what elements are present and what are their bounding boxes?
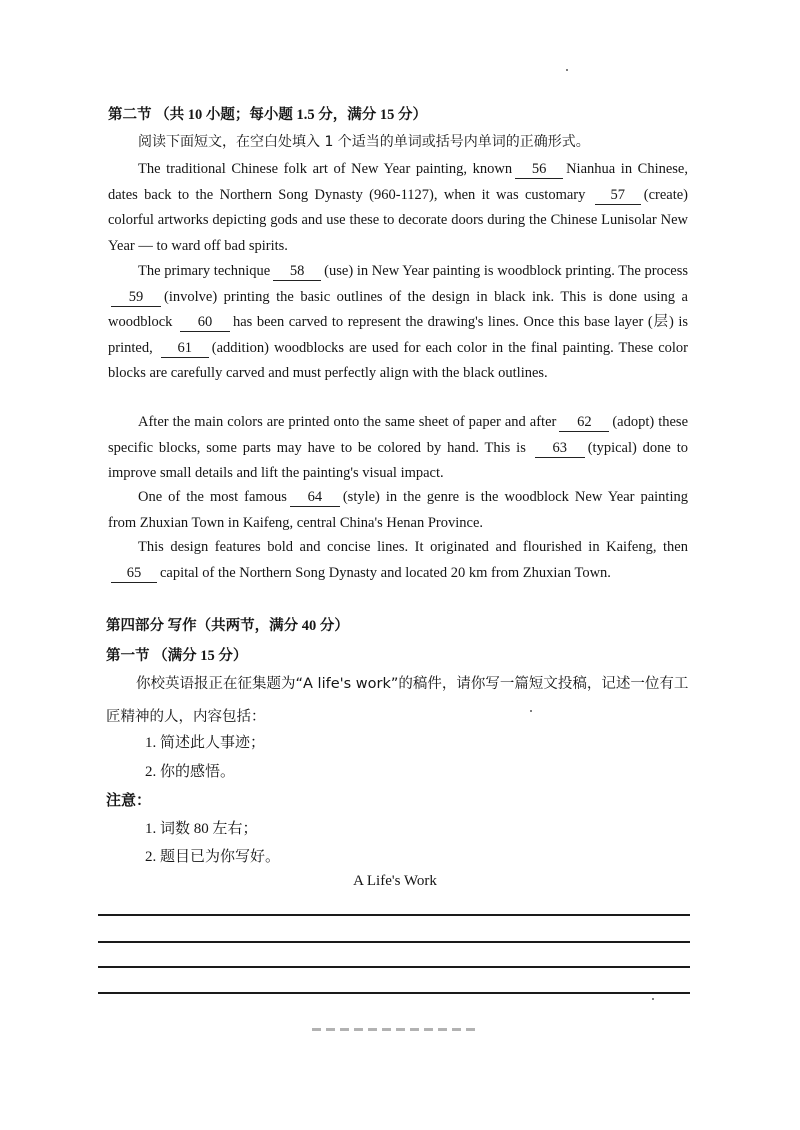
blank-58: 58 <box>273 262 321 281</box>
prompt-item-2: 2. 你的感悟。 <box>145 764 236 780</box>
passage-paragraph-3 <box>108 410 688 487</box>
note-item-1: 1. 词数 80 左右； <box>145 821 258 837</box>
section-2-instruction: 阅读下面短文，在空白处填入 1 个适当的单词或括号内单词的正确形式。 <box>138 134 590 150</box>
blank-60: 60 <box>180 313 230 332</box>
scan-speck <box>652 998 654 1000</box>
passage-text: (addition) woodblocks are used for each color in the final painting. These color blocks are carefully carved and must perfectly align with the black outlines. <box>108 339 688 382</box>
passage-text: This design features bold and concise lines. It originated and flourished in Kaifeng, then <box>138 539 688 555</box>
part-4-sub-heading: 第一节 （满分 15 分） <box>106 648 248 664</box>
part-4-heading: 第四部分 写作（共两节，满分 40 分） <box>106 618 349 634</box>
passage-text: (use) in New Year painting is woodblock printing. The process <box>324 263 689 279</box>
passage-paragraph-1 <box>108 157 688 259</box>
scan-speck <box>566 69 568 71</box>
essay-title: A Life's Work <box>353 873 437 889</box>
passage-text: (style) in the genre is the woodblock New Year painting from Zhuxian Town in Kaifeng, central China's Henan Province. <box>108 489 688 531</box>
writing-line <box>98 941 690 943</box>
blank-65: 65 <box>111 564 157 583</box>
prompt-item-1: 1. 简述此人事迹； <box>145 735 266 751</box>
note-item-2: 2. 题目已为你写好。 <box>145 849 281 865</box>
passage-text: (involve) printing the basic outlines of the design in black ink. This is done using a woodblock <box>108 288 688 331</box>
blank-61: 61 <box>161 339 209 358</box>
writing-line <box>98 966 690 968</box>
blank-59: 59 <box>111 288 161 307</box>
section-2-heading: 第二节 （共 10 小题；每小题 1.5 分，满分 15 分） <box>108 107 427 123</box>
blank-63: 63 <box>535 439 585 458</box>
passage-text: The traditional Chinese folk art of New Year painting, known <box>138 161 513 177</box>
passage-paragraph-5 <box>108 535 688 586</box>
blank-56: 56 <box>515 160 563 179</box>
note-label: 注意： <box>106 793 152 809</box>
blank-62: 62 <box>559 413 609 432</box>
passage-text: capital of the Northern Song Dynasty and located 20 km from Zhuxian Town. <box>160 564 611 581</box>
blank-57: 57 <box>595 186 641 205</box>
passage-paragraph-4 <box>108 485 688 536</box>
writing-line <box>98 992 690 994</box>
passage-text: has been carved to represent the drawing's lines. Once this base layer (层) is printed, <box>108 314 688 356</box>
blank-64: 64 <box>290 488 340 507</box>
scan-smudge <box>312 1028 480 1031</box>
passage-text: (create) colorful artworks depicting gods and use these to decorate doors during the Chinese Lunisolar New Year — to ward off bad spirits. <box>108 186 689 254</box>
passage-text: Nianhua in Chinese, dates back to the Northern Song Dynasty (960-1127), when it was customary <box>108 161 688 203</box>
passage-paragraph-2 <box>108 259 688 387</box>
passage-text: (typical) done to improve small details and lift the painting's visual impact. <box>108 439 688 482</box>
scan-speck <box>530 710 532 712</box>
passage-text: The primary technique <box>138 263 271 279</box>
writing-prompt: 你校英语报正在征集题为“A life's work”的稿件，请你写一篇短文投稿，记述一位有工匠精神的人，内容包括： <box>106 676 689 725</box>
passage-text: After the main colors are printed onto the same sheet of paper and after <box>138 414 557 430</box>
passage-text: One of the most famous <box>138 489 287 505</box>
passage-text: (adopt) these specific blocks, some parts may have to be colored by hand. This is <box>108 414 689 456</box>
writing-line <box>98 914 690 916</box>
